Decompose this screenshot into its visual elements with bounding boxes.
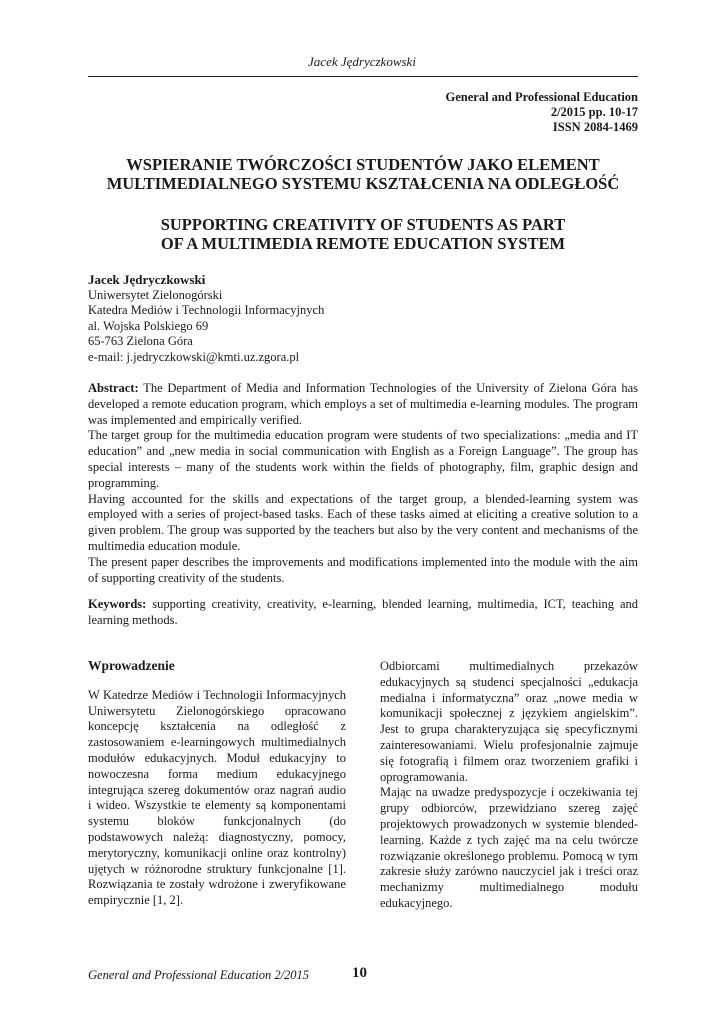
title-english-line1: SUPPORTING CREATIVITY OF STUDENTS AS PART — [160, 215, 566, 234]
running-head: Jacek Jędryczkowski — [308, 54, 416, 69]
abstract — [88, 381, 638, 586]
column-left — [88, 658, 346, 909]
header-rule — [88, 76, 638, 77]
intro-paragraph-right-1: Odbiorcami multimedialnych przekazów edukacyjnych są studenci specjalności „edukacja medialna i informatyczna” oraz „nowe media w komunikacji społecznej z językiem angielskim”. Jest to grupa charakteryzująca się specyficznymi zainteresowaniami. Wielu profesjonalnie zajmuje się fotografią i filmem oraz tworzeniem grafiki i oprogramowania. — [380, 659, 638, 784]
author-street: al. Wojska Polskiego 69 — [88, 318, 209, 333]
abstract-paragraph-2: The target group for the multimedia education program were students of two specializations: „media and IT education” and „new media in social communication with English as a Foreign Language”. The group has special interests – many of the students work within the fields of photography, film, graphic design and programming. — [88, 428, 638, 490]
intro-paragraph-right-2: Mając na uwadze predyspozycje i oczekiwania tej grupy odbiorców, przewidziano szereg zajęć projektowych prowadzonych w systemie blended-learning. Każde z tych zajęć ma na celu twórcze rozwiązanie określonego problemu. Pomocą w tym zakresie służy zarówno nauczyciel jak i treści oraz mechanizmy multimedialnego modułu edukacyjnego. — [380, 785, 638, 910]
section-heading-intro: Wprowadzenie — [88, 658, 175, 673]
author-name: Jacek Jędryczkowski — [88, 272, 206, 287]
title-english-line2: OF A MULTIMEDIA REMOTE EDUCATION SYSTEM — [160, 234, 566, 253]
intro-paragraph-left: W Katedrze Mediów i Technologii Informacyjnych Uniwersytetu Zielonogórskiego opracowano koncepcję kształcenia na odległość z zastosowaniem e-learningowych multimedialnych modułów edukacyjnych. Moduł edukacyjny to nowoczesna forma medium edukacyjnego integrująca szereg dokumentów oraz nagrań audio i wideo. Wszystkie te elementy są komponentami systemu bloków funkcjonalnych (do podstawowych należą: diagnostyczny, pomocy, merytoryczny, komunikacji online oraz kontrolny) ujętych w różnorodne struktury funkcjonalne [1]. Rozwiązania te zostały wdrożone i zweryfikowane empirycznie [1, 2]. — [88, 687, 346, 908]
author-university: Uniwersytet Zielonogórski — [88, 287, 223, 302]
abstract-paragraph-4: The present paper describes the improvements and modifications implemented into the module with the aim of supporting creativity of the students. — [88, 554, 638, 585]
keywords — [88, 597, 638, 629]
title-polish — [88, 155, 638, 193]
journal-info — [446, 90, 639, 135]
column-right — [380, 659, 638, 912]
keywords-label: Keywords: — [88, 597, 147, 611]
journal-issue: 2/2015 pp. 10-17 — [550, 105, 638, 119]
journal-issn: ISSN 2084-1469 — [552, 120, 638, 134]
author-email: e-mail: j.jedryczkowski@kmti.uz.zgora.pl — [88, 349, 300, 364]
title-english — [88, 215, 638, 253]
keywords-text: supporting creativity, creativity, e-learning, blended learning, multimedia, ICT, teaching and learning methods. — [88, 597, 638, 627]
title-polish-line1: WSPIERANIE TWÓRCZOŚCI STUDENTÓW JAKO ELEMENT — [126, 155, 600, 174]
title-polish-line2: MULTIMEDIALNEGO SYSTEMU KSZTAŁCENIA NA ODLEGŁOŚĆ — [106, 174, 620, 193]
abstract-text-1: The Department of Media and Information Technologies of the University of Zielona Góra has developed a remote education program, which employs a set of multimedia e-learning modules. The program was implemented and empirically verified. — [88, 381, 638, 427]
author-department: Katedra Mediów i Technologii Informacyjnych — [88, 303, 325, 317]
page-number: 10 — [352, 965, 367, 981]
author-block — [88, 272, 324, 365]
journal-name: General and Professional Education — [445, 90, 638, 104]
abstract-paragraph-1 — [88, 381, 638, 428]
author-city: 65-763 Zielona Góra — [88, 334, 193, 348]
abstract-paragraph-3: Having accounted for the skills and expectations of the target group, a blended-learning system was employed with a series of project-based tasks. Each of these tasks aimed at eliciting a creative solution to a given problem. The group was supported by the teachers but also by the very content and mechanisms of the multimedia education module. — [88, 491, 638, 553]
footer-journal: General and Professional Education 2/2015 — [88, 968, 310, 982]
abstract-label: Abstract: — [88, 381, 139, 395]
